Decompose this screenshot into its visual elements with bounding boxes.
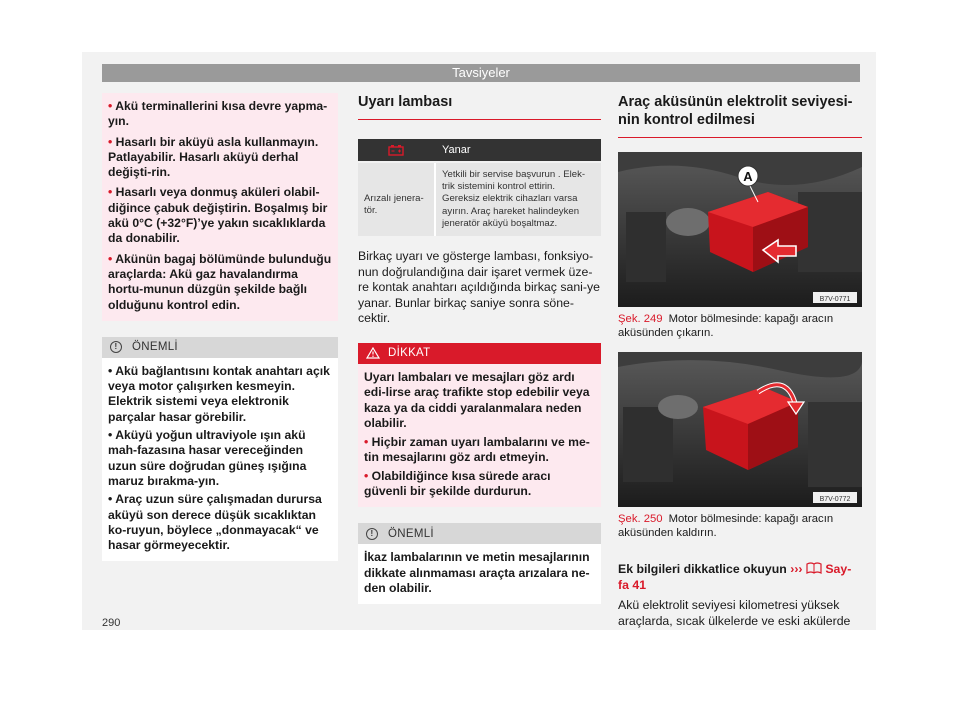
caution-item: • Olabildiğince kısa sürede aracı güvenli bir şekilde durdurun. (364, 468, 551, 499)
section-title: Uyarı lambası (358, 93, 601, 120)
book-warning-icon (806, 562, 822, 574)
figure-code: B7V-0772 (819, 496, 851, 503)
page-reference-link[interactable]: Say-fa 41 (618, 562, 852, 592)
info-icon: ! (110, 341, 122, 353)
note-body (358, 544, 601, 604)
note-text: İkaz lambalarının ve metin mesajlarının dikkate alınmaması araçta arızalara ne-den olabilir. (364, 550, 590, 595)
caution-header: DİKKAT (358, 343, 601, 364)
note-header: ! ÖNEMLİ (102, 337, 338, 358)
warning-item: • Akünün bagaj bölümünde bulunduğu araçlarda: Akü gaz havalandırma hortu-munun düzgün şekilde bağlı olduğunu kontrol edin. (108, 251, 332, 312)
section-header: Tavsiyeler (102, 64, 860, 82)
caution-item: • Hiçbir zaman uyarı lambalarını ve me-tin mesajlarını göz ardı etmeyin. (364, 435, 590, 465)
warning-lamp-table (358, 139, 601, 236)
reference-line: Ek bilgileri dikkatlice okuyun ››› Say-fa 41 (618, 562, 852, 592)
figure-249-image (618, 152, 862, 307)
column-middle (358, 93, 601, 604)
table-row (358, 163, 601, 236)
warning-box (102, 93, 338, 321)
warning-triangle-icon (366, 347, 380, 359)
info-icon: ! (366, 528, 378, 540)
warning-item: • Hasarlı veya donmuş aküleri olabil-diğince çabuk değiştirin. Boşalmış bir akü 0°C (+32°F)’ye yakın sıcaklıklarda da donabilir. (108, 185, 328, 246)
column-left (102, 93, 338, 561)
note-item: • Aküyü yoğun ultraviyole ışın akü mah-fazasına hasar vereceğinden uzun süre doğrudan güneş ışığına maruz bırakma-yın. (108, 428, 307, 488)
warning-item: • Akü terminallerini kısa devre yapma-yın. (108, 99, 328, 129)
table-header (358, 139, 601, 161)
reference-arrows: ››› (790, 562, 803, 576)
page-number: 290 (102, 617, 121, 629)
column-right (618, 93, 862, 629)
note-item: • Akü bağlantısını kontak anahtarı açık veya motor çalışırken kesmeyin. Elektrik sistemi veya elektronik parçalar hasar görebilir. (108, 363, 330, 424)
body-paragraph: Birkaç uyarı ve gösterge lambası, fonksiyo-nun doğrulandığına dair işaret vermek üze-re kontak anahtarı açıldığında birkaç sani-ye yanar. Bunlar birkaç saniye sonra söne-cektir. (358, 249, 600, 326)
table-cell-action: Yetkili bir servise başvurun . Elek-trik sistemini kontrol ettirin. Gereksiz elektrik cihazları varsa ayırın. Araç hareket halindeyken jeneratör aküyü boşaltmaz. (434, 163, 601, 236)
note-box (358, 523, 601, 604)
figure-label: Şek. 250 (618, 513, 663, 525)
figure-250-image (618, 352, 862, 507)
table-cell-cause: Arızalı jenera-tör. (358, 163, 434, 236)
note-header: ! ÖNEMLİ (358, 523, 601, 544)
note-body (102, 358, 338, 562)
figure-code: B7V-0771 (819, 296, 851, 303)
section-title: Araç aküsünün elektrolit seviyesi-nin kontrol edilmesi (618, 93, 862, 138)
caution-box (358, 343, 601, 507)
figure-caption: Şek. 250 Motor bölmesinde: kapağı aracın aküsünden kaldırın. (618, 513, 834, 539)
note-box (102, 337, 338, 562)
table-header-label: Yanar (442, 144, 471, 156)
figure-caption: Şek. 249 Motor bölmesinde: kapağı aracın aküsünden çıkarın. (618, 313, 834, 339)
figure-label: Şek. 249 (618, 313, 663, 325)
caution-lead: Uyarı lambaları ve mesajları göz ardı edi-lirse araç trafikte stop edebilir veya kaza ya da ciddi yaralanmalara neden olabilir. (364, 369, 590, 430)
note-item: • Araç uzun süre çalışmadan durursa aküyü son derece düşük sıcaklıktan ko-ruyun, böylece „donmayacak“ ve hasar görmeyecektir. (108, 492, 322, 553)
warning-item: • Hasarlı bir aküyü asla kullanmayın. Patlayabilir. Hasarlı aküyü derhal değişti-rin. (108, 134, 319, 180)
body-paragraph: Akü elektrolit seviyesi kilometresi yüksek araçlarda, sıcak ülkelerde ve eski akülerde (618, 598, 851, 628)
callout-label: A (743, 169, 753, 184)
caution-body (358, 364, 601, 507)
battery-warning-icon (358, 139, 434, 161)
